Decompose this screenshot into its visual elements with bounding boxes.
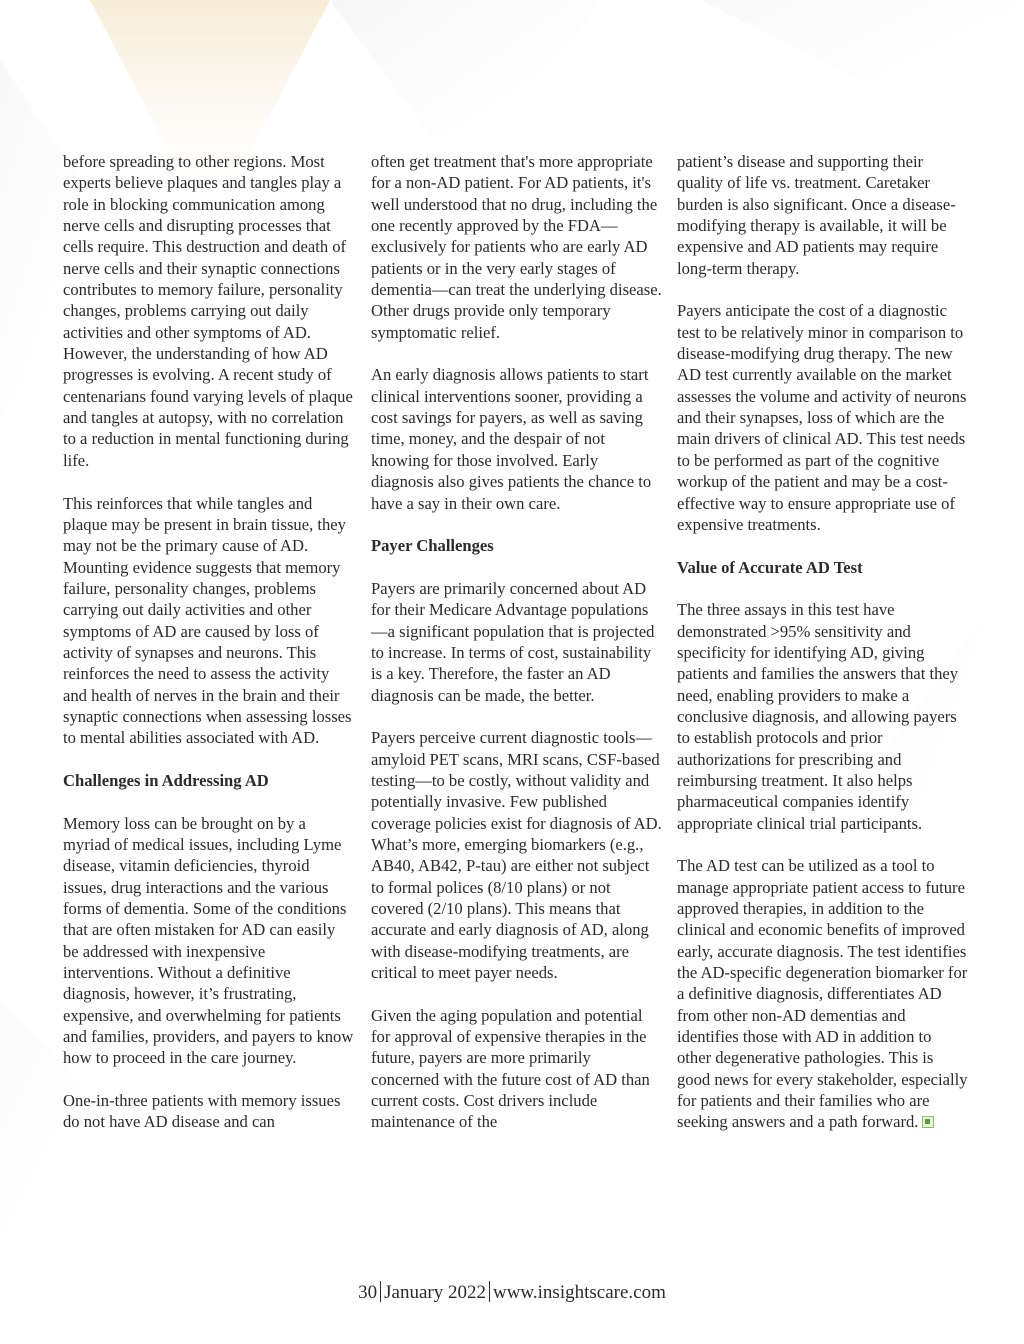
paragraph-text: Payers anticipate the cost of a diagnostic test to be relatively minor in comparison to disease-modifying drug therapy. The new AD test currently available on the market assesses the volume and activity of neurons and their synapses, loss of which are the main drivers of clinical AD. This test needs to be performed as part of the cognitive workup of the patient and may be a cost-effective way to ensure appropriate use of expensive treatments.: [677, 301, 967, 534]
paragraph-text: Payers are primarily concerned about AD for their Medicare Advantage populations—a significant population that is projected to increase. In terms of cost, sustainability is a key. Therefore, the faster an AD diagnosis can be made, the better.: [371, 578, 655, 705]
section-heading: [677, 557, 969, 578]
paragraph-text: One-in-three patients with memory issues do not have AD disease and can: [63, 1091, 341, 1132]
body-paragraph: [63, 813, 355, 1069]
article-end-icon: [922, 1116, 934, 1128]
paragraph-text: This reinforces that while tangles and plaque may be present in brain tissue, they may not be the primary cause of AD. Mounting evidence suggests that memory failure, personality changes, problems carrying out daily activities and other symptoms of AD are caused by loss of activity of synapses and neurons. This reinforces the need to assess the activity and health of nerves in the brain and their synaptic connections when assessing losses to mental abilities associated with AD.: [63, 493, 352, 748]
paragraph-text: An early diagnosis allows patients to start clinical interventions sooner, providing a cost savings for payers, as well as saving time, money, and the despair of not knowing for those involved. Early diagnosis also gives patients the chance to have a say in their own care.: [371, 365, 652, 513]
body-paragraph: [63, 493, 355, 749]
body-paragraph: [371, 1005, 663, 1133]
page-footer: [0, 1281, 1024, 1304]
text-column-3: [677, 151, 969, 1154]
text-column-1: [63, 151, 355, 1154]
heading-text: Challenges in Addressing AD: [63, 770, 269, 790]
body-paragraph: [63, 1090, 355, 1133]
paragraph-text: before spreading to other regions. Most experts believe plaques and tangles play a role in blocking communication among nerve cells and disrupting processes that cells require. This destruction and death of nerve cells and their synaptic connections contributes to memory failure, personality changes, problems carrying out daily activities and other symptoms of AD. However, the understanding of how AD progresses is evolving. A recent study of centenarians found varying levels of plaque and tangles at autopsy, with no correlation to a reduction in mental functioning during life.: [63, 152, 353, 470]
paragraph-text: patient’s disease and supporting their quality of life vs. treatment. Caretaker burden is also significant. Once a disease-modifying therapy is available, it will be expensive and AD patients may require long-term therapy.: [677, 152, 956, 278]
body-paragraph: [371, 364, 663, 513]
heading-text: Value of Accurate AD Test: [677, 557, 863, 577]
body-paragraph: [371, 727, 663, 983]
body-paragraph: [677, 855, 969, 1132]
heading-text: Payer Challenges: [371, 536, 494, 556]
paragraph-text: Payers perceive current diagnostic tools—amyloid PET scans, MRI scans, CSF-based testing—to be costly, without validity and potentially invasive. Few published coverage policies exist for diagnosis of AD. What’s more, emerging biomarkers (e.g., AB40, AB42, P-tau) are either not subject to formal polices (8/10 plans) or not covered (2/10 plans). This means that accurate and early diagnosis of AD, along with disease-modifying treatments, are critical to meet payer needs.: [371, 728, 662, 983]
text-column-2: [371, 151, 663, 1154]
body-paragraph: [677, 599, 969, 834]
website-link[interactable]: www.insightscare.com: [492, 1282, 666, 1303]
footer-divider: [380, 1281, 381, 1302]
body-paragraph: [677, 151, 969, 279]
paragraph-text: Given the aging population and potential for approval of expensive therapies in the future, payers are more primarily concerned with the future cost of AD than current costs. Cost drivers include maintenance of the: [371, 1005, 650, 1132]
paragraph-text: The three assays in this test have demonstrated >95% sensitivity and specificity for identifying AD, giving patients and families the answers that they need, enabling providers to make a conclusive diagnosis, and allowing payers to establish protocols and prior authorizations for prescribing and reimbursing treatment. It also helps pharmaceutical companies identify appropriate clinical trial participants.: [677, 600, 959, 833]
footer-divider: [489, 1281, 490, 1302]
body-paragraph: [63, 151, 355, 471]
paragraph-text: Memory loss can be brought on by a myriad of medical issues, including Lyme disease, vitamin deficiencies, thyroid issues, drug interactions and the various forms of dementia. Some of the conditions that are often mistaken for AD can easily be addressed with inexpensive interventions. Without a definitive diagnosis, however, it’s frustrating, expensive, and overwhelming for patients and families, providers, and payers to know how to proceed in the care journey.: [63, 813, 354, 1068]
page-number: 30: [358, 1282, 378, 1303]
section-heading: [63, 770, 355, 791]
body-paragraph: [677, 300, 969, 535]
paragraph-text: often get treatment that's more appropriate for a non-AD patient. For AD patients, it's well understood that no drug, including the one recently approved by the FDA—exclusively for patients who are early AD patients or in the very early stages of dementia—can treat the underlying disease. Other drugs provide only temporary symptomatic relief.: [371, 152, 662, 342]
issue-date: January 2022: [384, 1282, 486, 1303]
body-paragraph: [371, 151, 663, 343]
body-paragraph: [371, 578, 663, 706]
paragraph-text: The AD test can be utilized as a tool to manage appropriate patient access to future approved therapies, in addition to the clinical and economic benefits of improved early, accurate diagnosis. The test identifies the AD-specific degeneration biomarker for a definitive diagnosis, differentiates AD from other non-AD dementias and identifies those with AD in addition to other degenerative pathologies. This is good news for every stakeholder, especially for patients and their families who are seeking answers and a path forward.: [677, 856, 968, 1132]
section-heading: [371, 535, 663, 556]
